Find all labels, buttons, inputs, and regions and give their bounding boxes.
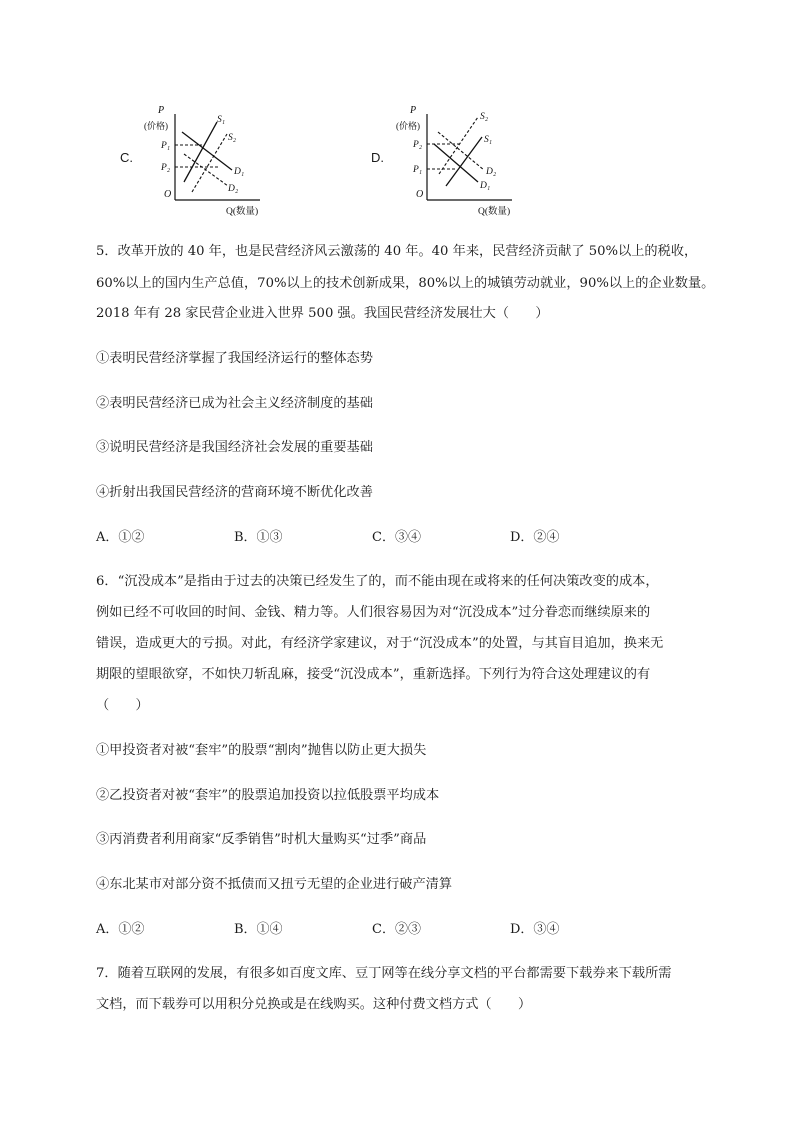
q5-stem-line-3: 2018 年有 28 家民营企业进入世界 500 强。我国民营经济发展壮大（ ） <box>96 306 549 321</box>
answer-graphs <box>0 100 794 220</box>
q5-statement-3: ③说明民营经济是我国经济社会发展的重要基础 <box>96 440 373 455</box>
q5-choice-d[interactable]: D．②④ <box>510 530 560 545</box>
option-d-graph <box>394 102 514 220</box>
q6-choice-b[interactable]: B．①④ <box>234 922 283 937</box>
s1-label: S₁ <box>217 115 226 125</box>
s2-label: S₂ <box>228 133 237 143</box>
p2-label: P₂ <box>161 163 171 173</box>
q5-choice-c[interactable]: C．③④ <box>372 530 421 545</box>
q5-statement-2: ②表明民营经济已成为社会主义经济制度的基础 <box>96 396 373 411</box>
y-axis-unit: (价格) <box>396 121 420 131</box>
q6-choice-c[interactable]: C．②③ <box>372 922 421 937</box>
q6-statement-3: ③丙消费者利用商家“反季销售”时机大量购买“过季”商品 <box>96 832 427 847</box>
y-axis-unit: (价格) <box>144 121 168 131</box>
q6-choice-d[interactable]: D．③④ <box>510 922 560 937</box>
q5-stem-line-1: 5．改革开放的 40 年，也是民营经济风云激荡的 40 年。40 年来，民营经济贡献了 50%以上的税收， <box>96 244 698 259</box>
s2-label: S₂ <box>480 112 489 122</box>
q6-statement-4: ④东北某市对部分资不抵债而又扭亏无望的企业进行破产清算 <box>96 877 453 892</box>
demand-curve-d1 <box>182 132 232 170</box>
origin-label: O <box>416 189 424 200</box>
q6-statement-2: ②乙投资者对被“套牢”的股票追加投资以拉低股票平均成本 <box>96 788 440 803</box>
q6-stem-line-4: 期限的望眼欲穿，不如快刀斩乱麻，接受“沉没成本”，重新选择。下列行为符合这处理建议的有 <box>96 667 651 682</box>
s1-label: S₁ <box>484 135 493 145</box>
demand-curve-d1 <box>434 144 478 182</box>
p1-label: P₁ <box>413 165 423 175</box>
q5-stem-line-2: 60%以上的国内生产总值，70%以上的技术创新成果，80%以上的城镇劳动就业，90%以上的企业数量。 <box>96 276 715 291</box>
y-axis-label: P <box>158 105 165 116</box>
d1-label: D₁ <box>234 167 245 177</box>
d2-label: D₂ <box>228 184 239 194</box>
x-axis-label: Q(数量) <box>226 207 259 217</box>
origin-label: O <box>164 189 172 200</box>
p2-label: P₂ <box>413 140 423 150</box>
option-c-letter: C. <box>120 150 133 165</box>
y-axis-label: P <box>410 105 417 116</box>
q5-statement-4: ④折射出我国民营经济的营商环境不断优化改善 <box>96 485 373 500</box>
d2-label: D₂ <box>486 167 497 177</box>
q6-stem-line-3: 错误，造成更大的亏损。对此，有经济学家建议，对于“沉没成本”的处置，与其盲目追加，换来无 <box>96 636 664 651</box>
p1-label: P₁ <box>161 141 171 151</box>
q5-choice-b[interactable]: B．①③ <box>234 530 283 545</box>
q7-stem-line-1: 7．随着互联网的发展，有很多如百度文库、豆丁网等在线分享文档的平台都需要下载券来下载所需 <box>96 966 672 981</box>
q5-choice-a[interactable]: A．①② <box>96 530 145 545</box>
supply-curve-s1 <box>184 122 217 182</box>
q7-stem-line-2: 文档，而下载券可以用积分兑换或是在线购买。这种付费文档方式（ ） <box>96 997 532 1012</box>
demand-curve-d2 <box>438 132 484 170</box>
x-axis-label: Q(数量) <box>478 207 511 217</box>
q5-statement-1: ①表明民营经济掌握了我国经济运行的整体态势 <box>96 351 373 366</box>
d1-label: D₁ <box>480 181 491 191</box>
q6-statement-1: ①甲投资者对被“套牢”的股票“割肉”抛售以防止更大损失 <box>96 743 427 758</box>
supply-curve-s1 <box>446 137 482 186</box>
q6-stem-line-5: （ ） <box>96 698 149 713</box>
option-c-graph <box>142 102 262 220</box>
q6-choice-a[interactable]: A．①② <box>96 922 145 937</box>
q6-stem-line-2: 例如已经不可收回的时间、金钱、精力等。人们很容易因为对“沉没成本”过分眷恋而继续原来的 <box>96 605 651 620</box>
option-d-letter: D. <box>371 150 384 165</box>
q6-stem-line-1: 6．“沉没成本”是指由于过去的决策已经发生了的，而不能由现在或将来的任何决策改变的成本， <box>96 574 659 589</box>
